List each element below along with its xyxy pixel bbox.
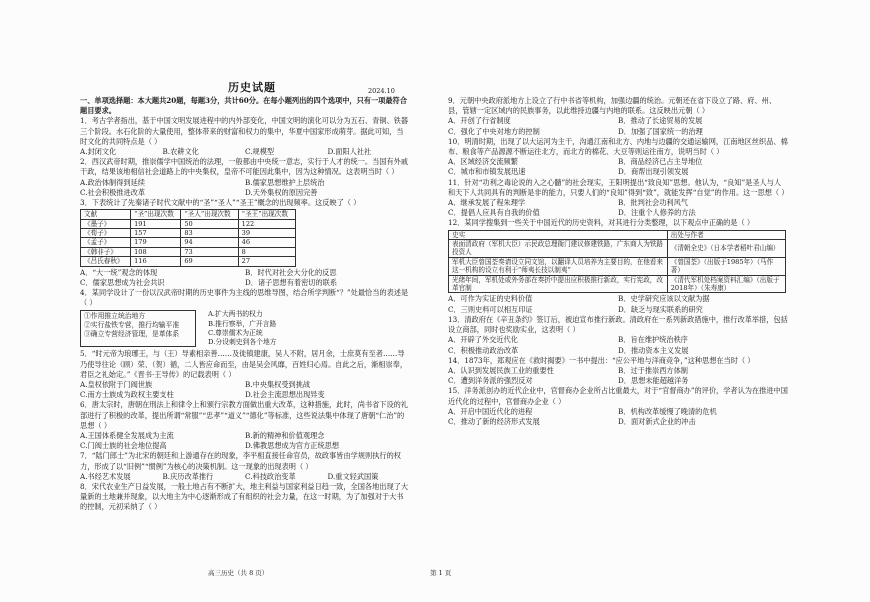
option: B.农耕文化 bbox=[162, 147, 199, 157]
table-row bbox=[81, 257, 296, 266]
question-5-options bbox=[80, 380, 410, 400]
option: D.天外集权的原因完善 bbox=[245, 187, 318, 197]
option: B．旨在维护统治秩序 bbox=[618, 335, 688, 345]
table-header: 史实 bbox=[449, 230, 668, 239]
option: D．思想未能超越洋务 bbox=[618, 376, 689, 386]
option: B．过于推崇西方体制 bbox=[618, 365, 688, 375]
table-cell: 《荀子》 bbox=[81, 229, 131, 238]
question-9-options bbox=[448, 116, 788, 136]
option: D.分设刺史到各个地方 bbox=[208, 338, 277, 347]
question-12-options bbox=[448, 294, 788, 314]
table-row bbox=[81, 247, 296, 256]
table-row bbox=[449, 275, 786, 293]
option: A.封闭文化 bbox=[80, 147, 117, 157]
option: A．开创了行省制度 bbox=[448, 116, 511, 126]
option: D．面对新式企业的冲击 bbox=[618, 416, 696, 426]
table-cell: 69 bbox=[181, 257, 238, 266]
option: C．积极推动政治改革 bbox=[448, 345, 519, 355]
question-8: 8．宋代农业生产日益发展，一般土地占有不断扩大，地主利益与国家利益日趋一致，全国各地出现了大量新的土地兼并现象，以大地主为中心逐渐形成了有组织的社会力量，在这一时期，为了加强对于大书的控制，元初采纳了（ ） bbox=[80, 481, 409, 512]
question-2-options bbox=[80, 178, 410, 198]
question-14: 14．1873年，郑观应在《救时揭要》一书中提出：“应公平地与洋商竞争，”这种思想在当时（ ） bbox=[448, 355, 755, 365]
option: D．推动资本主义发展 bbox=[618, 345, 689, 355]
question-15-options bbox=[448, 407, 788, 427]
mind-map-item: ②实行盐铁专营，推行均输平准 bbox=[84, 321, 180, 330]
question-1: 1．考古学者指出，基于中国文明发展进程中的内外部变化，中国文明的演化可以分为五石、青铜、铁器三个阶段。水石化阶的大量使用，整体带来的财富和权力的集中，华夏中国家形成萌芽。据此可知，当时文化的共同特点是（ ） bbox=[80, 116, 409, 146]
table-header: “圣人”出现次数 bbox=[181, 210, 238, 219]
option: B．史学研究应该以文献为据 bbox=[618, 294, 710, 304]
question-3: 3．下表统计了先秦诸子时代文献中的“圣”“圣人”“圣王”概念的出现频率。这反映了（ ） bbox=[80, 198, 361, 208]
table-header: “圣”出现次数 bbox=[131, 210, 181, 219]
question-1-options bbox=[80, 147, 410, 157]
option: B．时代对社会大分化的反思 bbox=[245, 267, 337, 277]
option: B．商品经济已占主导地位 bbox=[618, 157, 703, 167]
option: A.王国体系健全发展成为主流 bbox=[80, 430, 174, 440]
option: A．继承发展了程朱理学 bbox=[448, 198, 526, 208]
question-5: 5．“时元帝为琅琊王，与（王）导素相亲善……及徙镇建康，吴人不附，居月余，士庶莫有至者……导乃使导往论（顾）荣、（贺）循，二人皆应命而至，由是吴会风靡，百姓归心焉。自此之后，渐相崇奉，君臣之礼始定。”《晋书·王导传》的记载表明（ ） bbox=[80, 349, 408, 379]
table-cell: 116 bbox=[131, 257, 181, 266]
table-cell: 27 bbox=[238, 257, 295, 266]
option: A．“大一统”观念的体现 bbox=[80, 267, 158, 277]
question-12-table bbox=[448, 230, 786, 294]
table-header-row bbox=[81, 210, 296, 219]
option: A．开启中国近代化的进程 bbox=[448, 406, 533, 416]
mind-map-item: ①作用推立统治地方 bbox=[84, 312, 146, 321]
table-cell: 光绪年间，军机处或外务部在奏折中提出应积极推行新政，实行宪政，改革官制 bbox=[449, 275, 668, 293]
option: D.重文轻武国策 bbox=[327, 471, 379, 481]
table-cell: 179 bbox=[131, 238, 181, 247]
table-row bbox=[449, 240, 786, 258]
exam-date: 2024.10 bbox=[368, 87, 395, 95]
question-6-options bbox=[80, 431, 410, 451]
option: C．城市和市镇发展迅速 bbox=[448, 167, 526, 177]
question-15: 15．洋务派创办的近代企业中，官督商办企业所占比重最大，对于“官督商办”的评价，学者认为在推进中国近代化的过程中，官督商办企业（ ） bbox=[448, 386, 788, 406]
option: A.政治体制得到延续 bbox=[80, 177, 145, 187]
question-7-options bbox=[80, 472, 410, 482]
option: B.新的精神和价值观理念 bbox=[245, 430, 325, 440]
question-6: 6．唐太宗时，唐朝在刑法上和律令上和颁行宗教方面做出重大改革，这种措施，此时，尚书省下设的礼部进行了积极的改革，提出所谓“常服”“忠孝”“道义”“德化”等标准，这些说法集中体现了唐朝“仁治”的思想（ ） bbox=[80, 400, 409, 430]
table-row bbox=[81, 229, 296, 238]
question-11-options bbox=[448, 198, 788, 218]
question-4-options bbox=[208, 310, 277, 347]
question-4-diagram bbox=[80, 310, 410, 347]
option: D．商帮出现引领发展 bbox=[618, 167, 689, 177]
mind-map-item: ③确立专营经济管理，是革体系 bbox=[84, 330, 180, 339]
table-cell: 157 bbox=[131, 229, 181, 238]
option: A．认识到发展民族工业的重要性 bbox=[448, 365, 554, 375]
table-cell: 《清朝全史》（日本学者稻叶君山编） bbox=[667, 240, 785, 258]
option: D．诸子思想有着密切的联系 bbox=[245, 277, 338, 287]
table-row bbox=[449, 257, 786, 275]
option: B．推动了长途贸易的发展 bbox=[618, 116, 703, 126]
option: C．遭到洋务派的强烈反对 bbox=[448, 376, 533, 386]
option: C.科技政治变革 bbox=[245, 471, 296, 481]
table-cell: 《墨子》 bbox=[81, 219, 131, 228]
question-4: 4．某同学设计了一份以汉武帝时期的历史事件为主线的思维导图，结合所学判断“？”处最恰当的表述是（ ） bbox=[80, 288, 409, 308]
option: B.儒家思想维护上层统治 bbox=[245, 177, 325, 187]
option: D．缺乏与现实联系的研究 bbox=[618, 304, 703, 314]
table-cell: 108 bbox=[131, 247, 181, 256]
table-cell: 191 bbox=[131, 219, 181, 228]
option: C．儒家思想成为社会共识 bbox=[80, 277, 165, 287]
question-13: 13．清政府在《辛丑条约》签订后，被迫宣布推行新政。清政府在一系列新政措施中，推行改革举措，包括设立商部，同时也奖励实业，这表明（ ） bbox=[448, 314, 788, 335]
question-10-options bbox=[448, 157, 788, 177]
table-cell: 39 bbox=[238, 229, 295, 238]
section-heading: 一、单项选择题：本大题共20题，每题3分，共计60分。在每小题列出的四个选项中，只有一项最符合题目要求。 bbox=[80, 96, 407, 116]
option: D．注重个人修养的方法 bbox=[618, 208, 696, 218]
option: C．提倡人应具有自我的价值 bbox=[448, 208, 540, 218]
question-2: 2．西汉武帝时期，推崇儒学中国统治的法理，一般都由中央统一意志，实行于人才的统一。当国有外戚干政，结果该地相信社会道路上的中央集权，皇帝不可能因此集中，因为这种情况。这表明当时（ ） bbox=[80, 157, 409, 177]
table-cell: 军机大臣曾国荃奏请设立同文馆，以翻译人员培养为主要目的，在他看来这一机构的设立有利于“师夷长技以制夷” bbox=[449, 257, 668, 275]
question-12: 12．某同学搜集到一些关于中国近代的历史资料，对其进行分类整理，以下观点中正确的是（ ） bbox=[448, 218, 755, 228]
option: B．机构改革缓慢了晚清的危机 bbox=[618, 406, 717, 416]
table-cell: 表面清政府（军机大臣）示民政总理衙门建议修建铁路，广东商人为铁路投资人 bbox=[449, 240, 668, 258]
option: A.皇权依附于门阀世族 bbox=[80, 379, 153, 389]
footer-page-number: 第 1 页 bbox=[430, 569, 452, 577]
option: B.推行察举，广开言路 bbox=[208, 319, 277, 328]
question-13-options bbox=[448, 335, 788, 355]
table-cell: 46 bbox=[238, 238, 295, 247]
option: C.南方士族成为政权主要支柱 bbox=[80, 390, 174, 400]
option: B.中央集权受到挑战 bbox=[245, 379, 311, 389]
table-header-row bbox=[449, 230, 786, 239]
table-cell: 122 bbox=[238, 219, 295, 228]
table-cell: 50 bbox=[181, 219, 238, 228]
question-11: 11．针对“功利之毒论说的入之心髓”的社会现实，王阳明提出“致良知”思想。他认为，“良知”是圣人与人和天下人共同具有的判断是非的能力，只要人们的“良知”得到“致”，就能发挥“自觉”的作用。这一思想（ ） bbox=[448, 177, 789, 197]
question-3-table bbox=[80, 209, 296, 266]
question-9: 9．元朝中央政府派地方上设立了行中书省等机构，加强边疆的统治。元朝还在省下设立了路、府、州、县，管辖一定区域内的民族事务，以此维持边疆与内地的联系。这反映出元朝（ ） bbox=[448, 96, 777, 116]
question-7: 7．“陆门郎士”为北宋的朝廷和上游通存在的现象，李平相直接任命官员，故政事皆由学规则执行的权力，形成了以“旧例”“惯例”为核心的决策机制。这一现象的出现表明（ ） bbox=[80, 451, 401, 471]
mind-map-box bbox=[80, 310, 196, 347]
option: A．可作为实证的史料价值 bbox=[448, 294, 533, 304]
footer-subject: 高三历史（共 8 页） bbox=[208, 569, 269, 577]
table-header: 文献 bbox=[81, 210, 131, 219]
option: D.面阳人社社 bbox=[327, 147, 372, 157]
question-14-options bbox=[448, 366, 788, 386]
option: B.庆历改革推行 bbox=[162, 471, 214, 481]
option: C．强化了中央对地方的控制 bbox=[448, 126, 540, 136]
table-cell: 83 bbox=[181, 229, 238, 238]
table-cell: 《清代军机处档案资料汇编》（出版于2018年）（朱寿康） bbox=[667, 275, 785, 293]
table-cell: 94 bbox=[181, 238, 238, 247]
question-10: 10．明清时期，出现了以大运河为主干，沟通江南和北方、内地与边疆的交通运输网，江南地区丝织品、棉布、粮食等产品源源不断运往北方，而北方的棉花、大豆等则运往南方，说明当时（ ） bbox=[448, 136, 788, 157]
table-cell: 《曾国荃》（出版于1985年）（马作著） bbox=[667, 257, 785, 275]
exam-title: 历史试题 bbox=[228, 81, 276, 94]
option: C.尊崇儒术为正统 bbox=[208, 328, 263, 337]
option: C．三则史料可以相互印证 bbox=[448, 304, 533, 314]
option: D.佛教思想成为官方正统思想 bbox=[245, 441, 340, 451]
option: D.社会主流思想出现异变 bbox=[245, 390, 325, 400]
table-row bbox=[81, 219, 296, 228]
table-cell: 8 bbox=[238, 247, 295, 256]
option: C．推动了新的经济形式发展 bbox=[448, 416, 540, 426]
option: C.规模型 bbox=[245, 147, 275, 157]
question-3-options bbox=[80, 268, 410, 288]
table-cell: 《吕氏春秋》 bbox=[81, 257, 131, 266]
table-cell: 73 bbox=[181, 247, 238, 256]
option: A．区域经济交流频繁 bbox=[448, 157, 518, 167]
option: A.扩大两书的权力 bbox=[208, 310, 263, 319]
table-cell: 《孟子》 bbox=[81, 238, 131, 247]
table-cell: 《韩非子》 bbox=[81, 247, 131, 256]
option: C.社会积极推进改革 bbox=[80, 187, 146, 197]
left-column bbox=[80, 96, 410, 513]
table-header: 出处与作者 bbox=[667, 230, 785, 239]
option: A．开辟了外交近代化 bbox=[448, 335, 518, 345]
option: B．批判社会功利风气 bbox=[618, 198, 688, 208]
table-header: “圣王”出现次数 bbox=[238, 210, 295, 219]
option: A.书经艺术发展 bbox=[80, 471, 131, 481]
table-row bbox=[81, 238, 296, 247]
option: C.门阀士族的社会地位提高 bbox=[80, 441, 167, 451]
right-column bbox=[448, 96, 788, 427]
option: D．加强了国家统一的治理 bbox=[618, 126, 703, 136]
